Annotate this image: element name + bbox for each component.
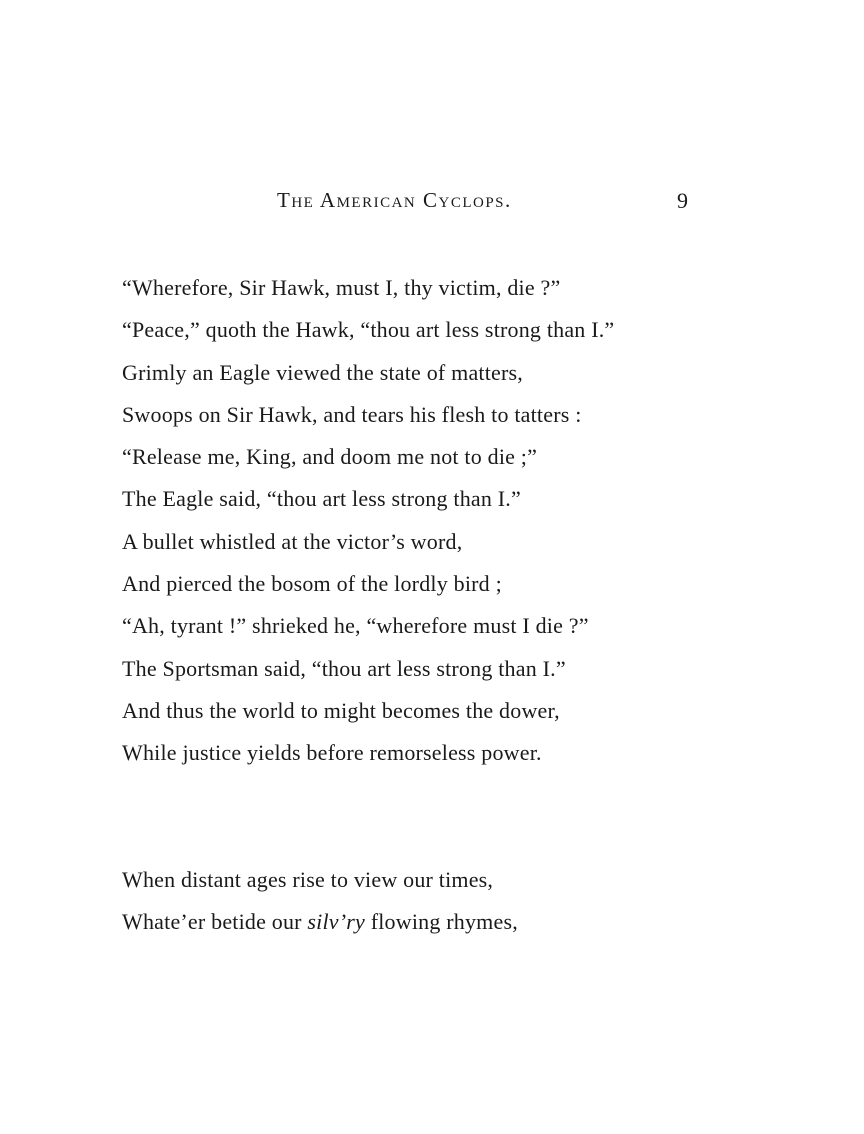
- poem-line: The Sportsman said, “thou art less strong than I.”: [122, 655, 566, 681]
- running-title: The American Cyclops.: [277, 188, 512, 212]
- poem-line: “Peace,” quoth the Hawk, “thou art less strong than I.”: [122, 317, 615, 343]
- poem-stanza-1: [122, 273, 722, 781]
- poem-line: When distant ages rise to view our times,: [122, 867, 494, 892]
- line-text-before: Whate’er betide our: [122, 909, 308, 935]
- poem-line: Grimly an Eagle viewed the state of matters,: [122, 359, 523, 385]
- running-head: [120, 188, 688, 218]
- poem-line: Swoops on Sir Hawk, and tears his flesh to tatters :: [122, 401, 582, 427]
- poem-line: A bullet whistled at the victor’s word,: [122, 528, 463, 554]
- line-text-after: flowing rhymes,: [365, 909, 518, 935]
- poem-stanza-2: [122, 865, 722, 950]
- poem-line: “Ah, tyrant !” shrieked he, “wherefore must I die ?”: [122, 613, 589, 639]
- poem-line: And thus the world to might becomes the dower,: [122, 697, 560, 723]
- poem-line: And pierced the bosom of the lordly bird ;: [122, 571, 502, 597]
- poem-line: “Wherefore, Sir Hawk, must I, thy victim, die ?”: [122, 275, 561, 300]
- poem-line: While justice yields before remorseless power.: [122, 740, 542, 766]
- page-number: 9: [677, 188, 688, 213]
- poem-line: The Eagle said, “thou art less strong than I.”: [122, 486, 521, 512]
- poem-line-with-italic: [122, 907, 722, 949]
- poem-line: “Release me, King, and doom me not to die ;”: [122, 444, 538, 470]
- italic-word: silv’ry: [307, 909, 366, 935]
